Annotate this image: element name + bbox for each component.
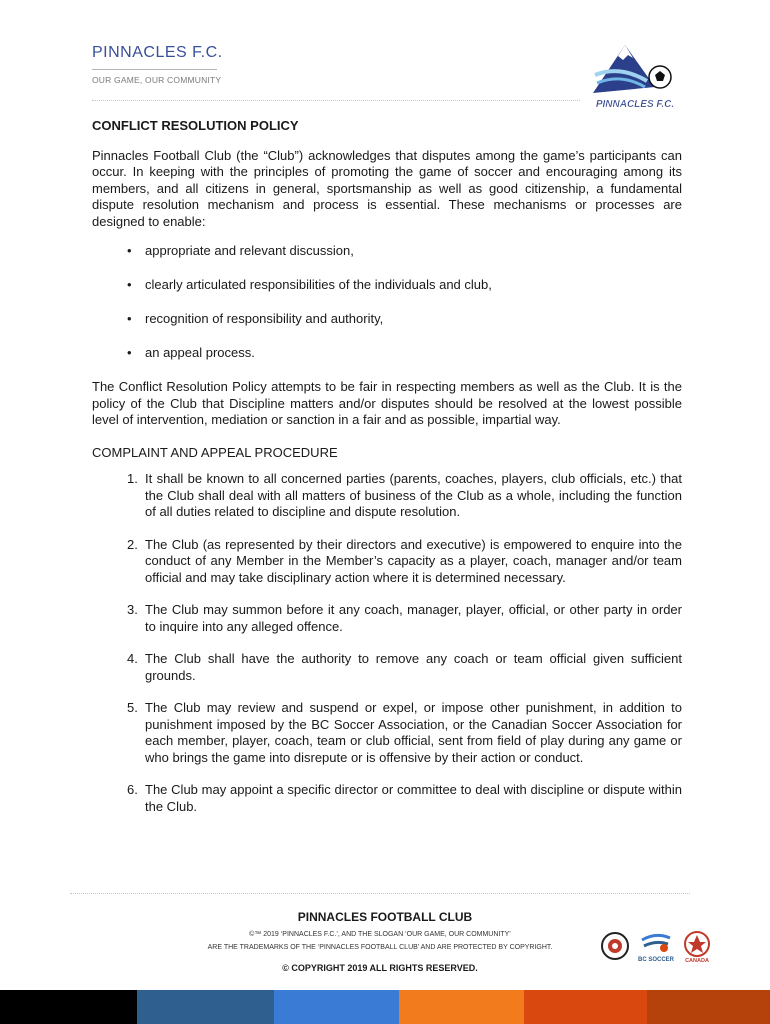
color-bar-segment (0, 990, 137, 1024)
procedure-step: 4. The Club shall have the authority to remove any coach or team official given sufficient grounds. (127, 651, 682, 683)
color-bar-segment (399, 990, 524, 1024)
procedure-step: 2. The Club (as represented by their directors and executive) is empowered to enquire into the conduct of any Member in the Member’s capacity as a player, coach, manager and/or team official and may take disciplinary action where it is determined necessary. (127, 536, 682, 585)
trademark-notice-line1: ©™ 2019 ‘PINNACLES F.C.’, AND THE SLOGAN ‘OUR GAME, OUR COMMUNITY’ (249, 931, 511, 938)
svg-text:CANADA: CANADA (685, 958, 709, 964)
footer-color-bar (0, 990, 770, 1024)
procedure-step: 1. It shall be known to all concerned parties (parents, coaches, players, club officials, etc.) that the Club shall deal with all matters of business of the Club as a whole, including the function of all duties related to discipline and dispute resolution. (127, 471, 682, 519)
page-header (92, 44, 223, 85)
svg-text:BC SOCCER: BC SOCCER (637, 957, 675, 963)
list-item: • appropriate and relevant discussion, (127, 243, 354, 258)
color-bar-segment (137, 990, 274, 1024)
procedure-steps (92, 471, 682, 815)
canada-soccer-logo (682, 930, 712, 964)
slogan-divider (92, 69, 217, 70)
color-bar-segment (524, 990, 647, 1024)
document-body (92, 118, 682, 831)
association-seal-icon (600, 930, 630, 962)
list-item: • an appeal process. (127, 345, 255, 360)
header-divider (92, 100, 580, 101)
procedure-step: 5. The Club may review and suspend or expel, or impose other punishment, in addition to punishment imposed by the BC Soccer Association, or the Canadian Soccer Association for each member, player, coach, team or club official, sent from field of play during any game or who brings the game into disrepute or is offensive by their action or conduct. (127, 700, 682, 765)
list-item: • recognition of responsibility and authority, (127, 311, 384, 326)
objectives-list (92, 243, 682, 379)
bc-soccer-logo (636, 930, 676, 964)
procedure-step: 6. The Club may appoint a specific director or committee to deal with discipline or dispute within the Club. (127, 782, 682, 814)
trademark-notice-line2: ARE THE TRADEMARKS OF THE ‘PINNACLES FOOTBALL CLUB’ AND ARE PROTECTED BY COPYRIGHT. (207, 944, 553, 951)
footer-divider (70, 893, 690, 894)
policy-statement: The Conflict Resolution Policy attempts to be fair in respecting members as well as the Club. It is the policy of the Club that Discipline matters and/or disputes should be resolved at the lowest possible level of intervention, mediation or sanction in a fair and as possible, impartial way. (92, 379, 682, 427)
logo-wordmark: PINNACLES F.C. (595, 99, 675, 110)
club-slogan: OUR GAME, OUR COMMUNITY (92, 75, 222, 85)
list-item: • clearly articulated responsibilities of the individuals and club, (127, 277, 492, 292)
policy-title: CONFLICT RESOLUTION POLICY (92, 118, 299, 133)
club-name: PINNACLES F.C. (92, 44, 223, 61)
copyright-notice: © COPYRIGHT 2019 ALL RIGHTS RESERVED. (282, 963, 478, 973)
partner-logos (600, 930, 715, 966)
procedure-title: COMPLAINT AND APPEAL PROCEDURE (92, 444, 338, 460)
color-bar-segment (647, 990, 770, 1024)
footer-title: PINNACLES FOOTBALL CLUB (297, 910, 473, 924)
color-bar-segment (274, 990, 399, 1024)
pinnacles-logo (585, 35, 685, 115)
policy-intro: Pinnacles Football Club (the “Club”) acknowledges that disputes among the game’s participants can occur. In keeping with the principles of promoting the game of soccer and encouraging among its members, and all citizens in general, sportsmanship as well as good citizenship, a fundamental dispute resolution mechanism and process is essential. These mechanisms or processes are designed to enable: (92, 147, 682, 229)
procedure-step: 3. The Club may summon before it any coach, manager, player, official, or other party in order to inquire into any alleged offence. (127, 602, 682, 634)
